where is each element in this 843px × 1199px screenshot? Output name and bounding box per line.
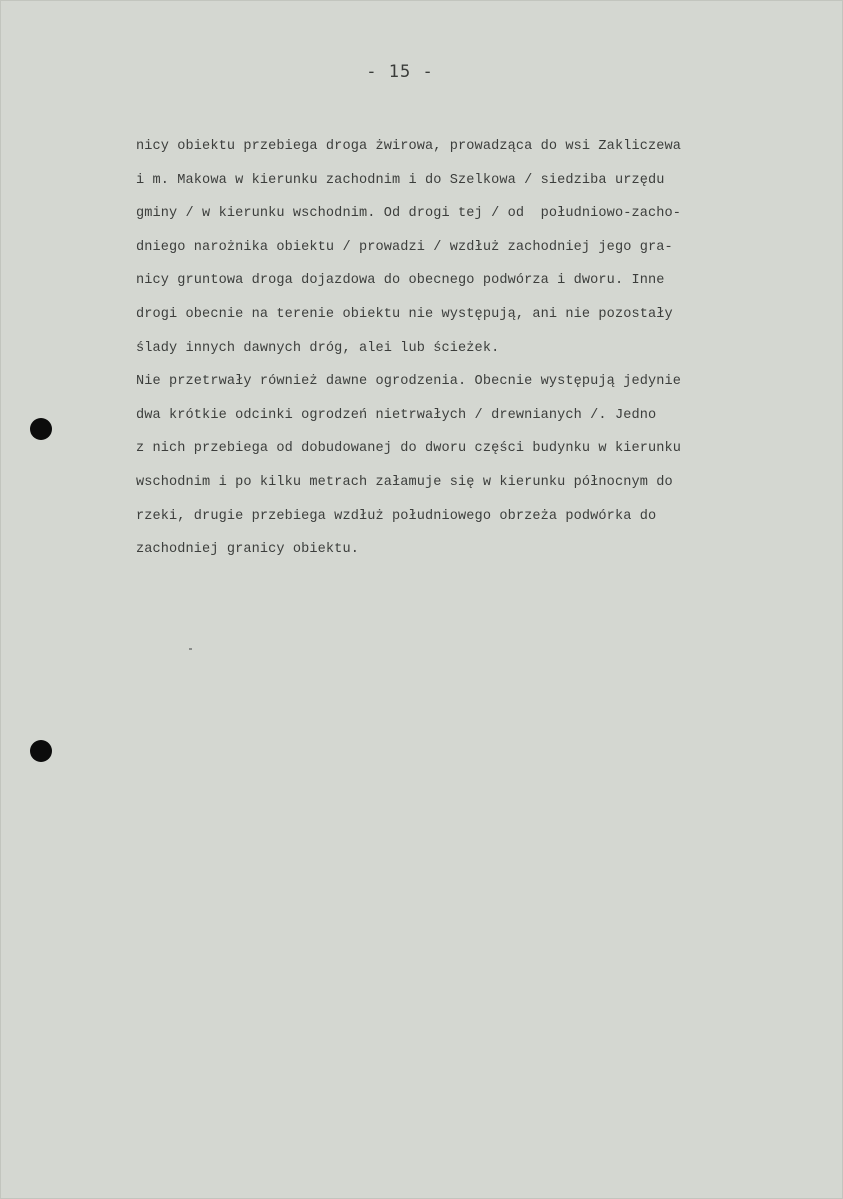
- text-line: dniego narożnika obiektu / prowadzi / wzdłuż zachodniej jego gra-: [136, 239, 673, 255]
- page-number: - 15 -: [366, 62, 434, 82]
- ink-speck: [189, 648, 192, 650]
- punch-hole-top: [30, 418, 52, 440]
- text-line: zachodniej granicy obiektu.: [136, 542, 359, 558]
- text-line: gminy / w kierunku wschodnim. Od drogi tej / od południowo-zacho-: [136, 206, 681, 222]
- punch-hole-bottom: [30, 740, 52, 762]
- text-line: Nie przetrwały również dawne ogrodzenia. Obecnie występują jedynie: [136, 374, 681, 390]
- text-line: nicy gruntowa droga dojazdowa do obecnego podwórza i dworu. Inne: [136, 273, 665, 289]
- text-line: z nich przebiega od dobudowanej do dworu części budynku w kierunku: [136, 441, 681, 457]
- text-line: wschodnim i po kilku metrach załamuje się w kierunku północnym do: [136, 474, 673, 490]
- text-line: ślady innych dawnych dróg, alei lub ścieżek.: [136, 340, 500, 356]
- text-line: dwa krótkie odcinki ogrodzeń nietrwałych / drewnianych /. Jedno: [136, 407, 657, 423]
- text-line: rzeki, drugie przebiega wzdłuż południowego obrzeża podwórka do: [136, 508, 657, 524]
- body-text: [136, 130, 826, 567]
- text-line: i m. Makowa w kierunku zachodnim i do Szelkowa / siedziba urzędu: [136, 172, 665, 188]
- text-line: nicy obiektu przebiega droga żwirowa, prowadząca do wsi Zakliczewa: [136, 139, 681, 154]
- text-line: drogi obecnie na terenie obiektu nie występują, ani nie pozostały: [136, 306, 673, 322]
